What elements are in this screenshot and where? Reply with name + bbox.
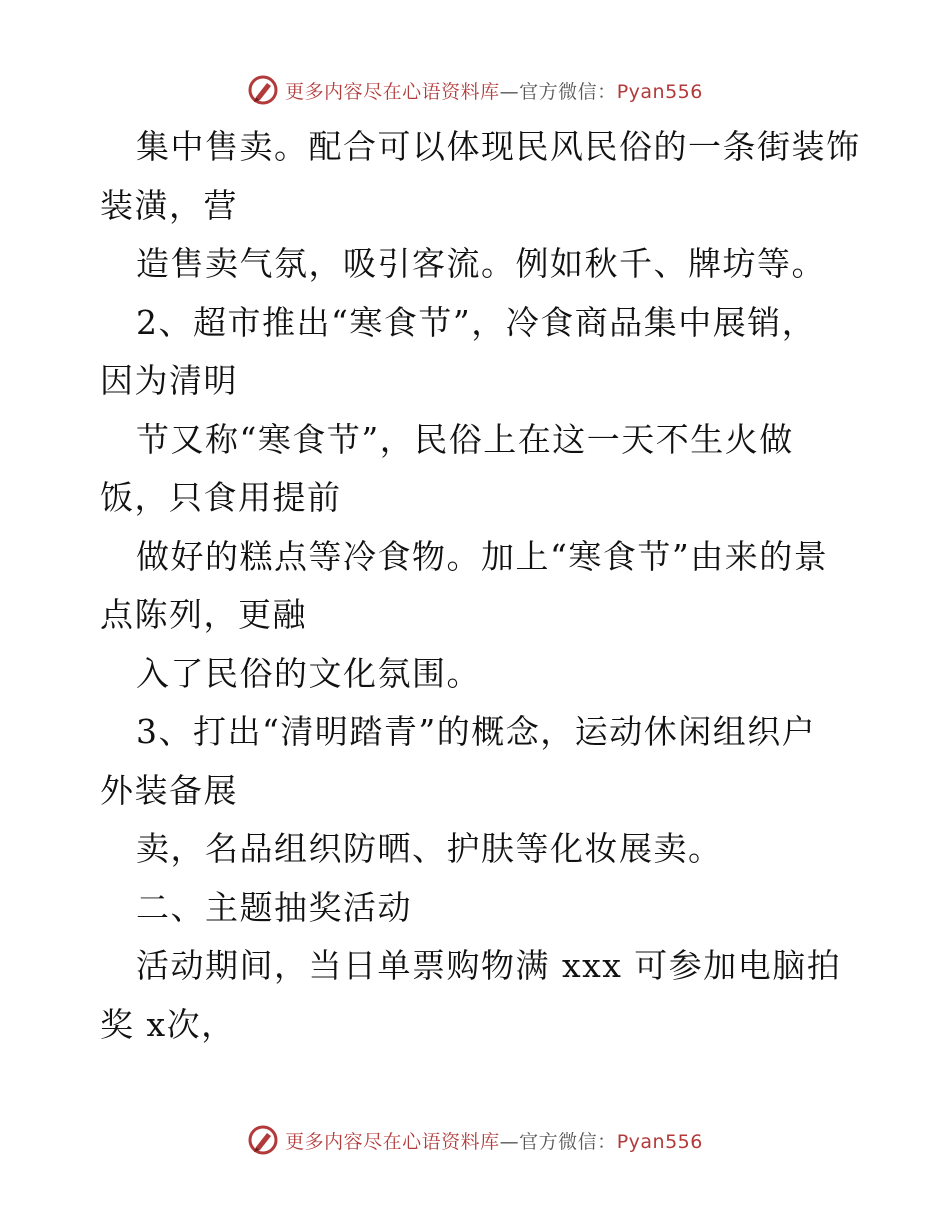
text-line: 入了民俗的文化氛围。 (136, 653, 481, 693)
header-site-name: 更多内容尽在心语资料库 (285, 80, 500, 103)
text-line: 卖，名品组织防晒、护肤等化妆展卖。 (136, 829, 723, 868)
text-line: 点陈列，更融 (100, 595, 307, 634)
footer-text (285, 1127, 703, 1154)
footer-separator: — (499, 1130, 520, 1153)
text-line: 活动期间，当日单票购物满 xxx 可参加电脑拍 (136, 946, 842, 985)
text-line: 集中售卖。配合可以体现民风民俗的一条街装饰 (136, 127, 861, 166)
header-text (285, 77, 703, 104)
header-banner (0, 70, 950, 110)
header-wechat-label: 官方微信： (519, 80, 617, 103)
text-line: 饭，只食用提前 (100, 478, 342, 517)
text-line: 2、超市推出“寒食节”，冷食商品集中展销， (136, 302, 817, 342)
header-separator: — (499, 80, 520, 103)
text-line: 3、打出“清明踏青”的概念，运动休闲组织户 (136, 712, 817, 751)
text-line: 做好的糕点等冷食物。加上“寒食节”由来的景 (136, 536, 829, 576)
pen-logo-icon (247, 1124, 279, 1156)
footer-wechat-id: Pyan556 (616, 1130, 703, 1153)
text-line: 奖 x次， (100, 1004, 236, 1044)
text-line: 造售卖气氛，吸引客流。例如秋千、牌坊等。 (136, 244, 826, 283)
text-line: 装潢，营 (100, 185, 238, 225)
text-line: 节又称“寒食节”，民俗上在这一天不生火做 (136, 419, 794, 459)
footer-site-name: 更多内容尽在心语资料库 (285, 1130, 500, 1153)
pen-logo-icon (247, 74, 279, 106)
header-wechat-id: Pyan556 (616, 80, 703, 103)
document-body (100, 118, 860, 1054)
text-line: 因为清明 (100, 361, 238, 400)
footer-banner (0, 1120, 950, 1160)
text-line: 外装备展 (100, 770, 238, 810)
footer-wechat-label: 官方微信： (519, 1130, 617, 1153)
section-heading: 二、主题抽奖活动 (136, 887, 412, 927)
